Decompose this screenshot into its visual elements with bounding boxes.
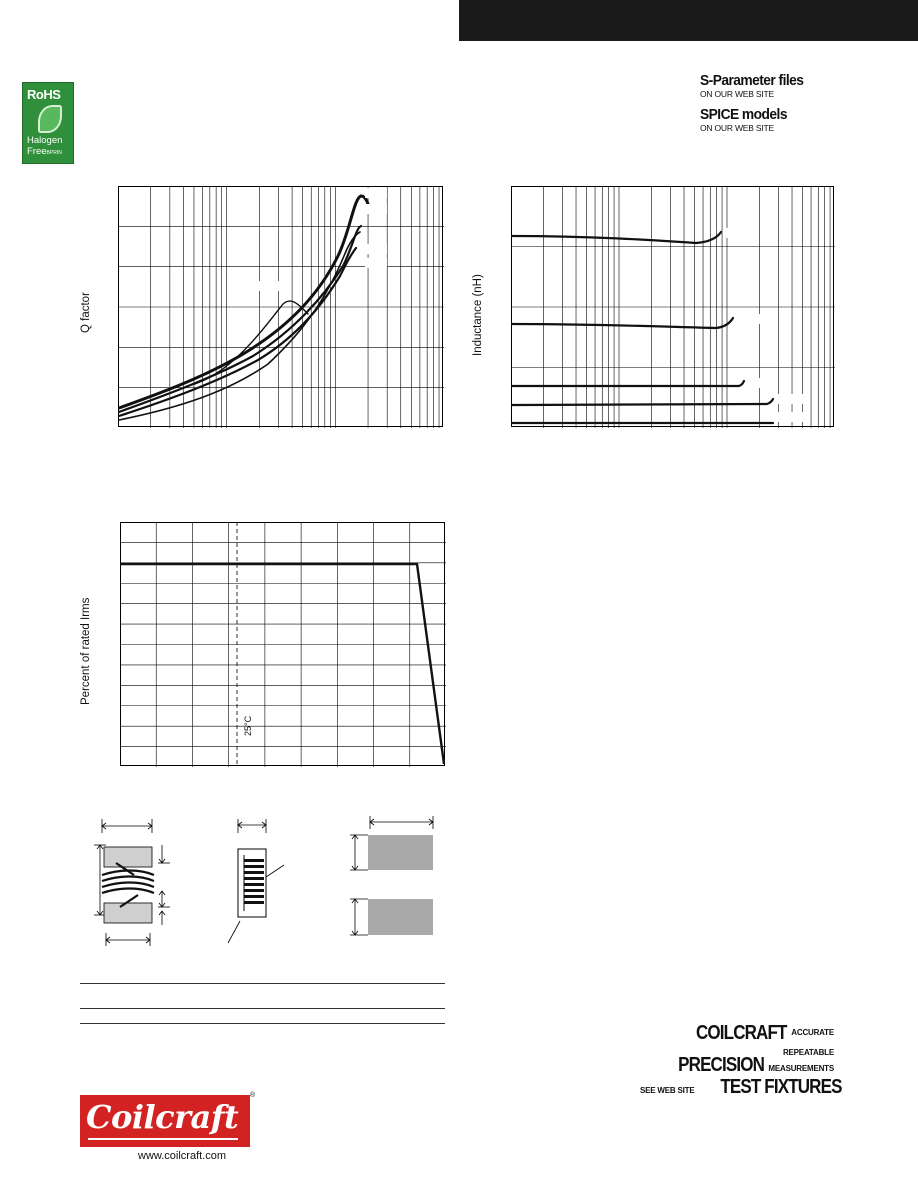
side-view-coil: [244, 859, 264, 904]
halogen-label: Halogen: [27, 135, 63, 146]
precision-label: PRECISION: [678, 1054, 764, 1076]
spice-heading: SPICE models: [700, 106, 787, 123]
fixtures-ad[interactable]: [640, 1022, 842, 1100]
q-curve-4: [119, 232, 360, 420]
s-parameter-heading: S-Parameter files: [700, 72, 804, 89]
q-curve-3: [119, 248, 356, 416]
l-label-mask-3: [747, 378, 775, 388]
logo-underline: [88, 1138, 238, 1140]
dimension-drawings: [80, 815, 445, 955]
top-pad-lower: [104, 903, 152, 923]
derating-chart-frame: [121, 523, 445, 766]
land-pad-lower: [368, 899, 433, 935]
q-label-mask-4: [365, 244, 387, 254]
q-chart-ylabel: Q factor: [80, 292, 92, 333]
coilcraft-logo[interactable]: [80, 1095, 250, 1147]
l-curve-2: [512, 318, 733, 328]
table-rule-3: [80, 1023, 445, 1024]
table-rule-1: [80, 983, 445, 984]
inductance-chart: [511, 186, 835, 428]
test-fixtures-label: TEST FIXTURES: [720, 1076, 842, 1098]
rohs-halogen-free-badge: [22, 82, 74, 164]
temp-marker-label: 25°C: [243, 715, 253, 736]
fixtures-line-1: [640, 1024, 834, 1044]
repeatable-label: REPEATABLE: [782, 1048, 834, 1057]
l-label-mask-1: [725, 228, 753, 238]
header-band: [459, 0, 918, 41]
derating-curve: [120, 564, 444, 764]
l-curve-4: [512, 399, 773, 405]
bprin-label: BPRIN: [46, 150, 62, 156]
q-label-mask-1: [256, 281, 280, 291]
q-label-mask-2: [365, 188, 387, 198]
fixtures-line-3: [640, 1056, 834, 1078]
website-url[interactable]: www.coilcraft.com: [138, 1150, 227, 1162]
l-chart-grid: [511, 186, 835, 428]
accurate-label: ACCURATE: [791, 1028, 834, 1037]
top-view-coil: [102, 863, 154, 907]
q-label-mask-5: [365, 258, 387, 268]
registered-mark: ®: [250, 1092, 256, 1099]
l-label-mask-4: [777, 394, 805, 404]
l-label-mask-5: [777, 412, 805, 422]
logo-wordmark: Coilcraft: [86, 1098, 239, 1136]
l-label-mask-2: [736, 314, 764, 324]
land-pad-upper: [368, 835, 433, 870]
see-web-site-label: SEE WEB SITE: [640, 1086, 695, 1095]
measurements-label: MEASUREMENTS: [768, 1064, 834, 1073]
leaf-icon: [38, 105, 62, 133]
l-curve-3: [512, 381, 744, 386]
s-parameter-link[interactable]: [700, 72, 812, 99]
side-view-drawing: [228, 819, 284, 943]
spice-sub: ON OUR WEB SITE: [700, 123, 774, 133]
table-rule-2: [80, 1008, 445, 1009]
q-label-mask-3: [365, 204, 387, 214]
q-factor-chart: [118, 186, 444, 428]
derating-chart-grid: [120, 522, 446, 767]
top-pad-upper: [104, 847, 152, 867]
fixtures-line-4: [640, 1076, 842, 1100]
l-chart-frame: [512, 187, 834, 427]
derating-chart: [120, 522, 446, 767]
derating-ylabel: Percent of rated Irms: [80, 597, 92, 705]
l-chart-ylabel: Inductance (nH): [472, 274, 484, 356]
s-parameter-sub: ON OUR WEB SITE: [700, 89, 774, 99]
rohs-label: RoHS: [27, 87, 61, 102]
free-label: FreeBPRIN: [27, 146, 62, 157]
coilcraft-wordmark: COILCRAFT: [696, 1022, 787, 1044]
spice-models-link[interactable]: [700, 106, 795, 133]
